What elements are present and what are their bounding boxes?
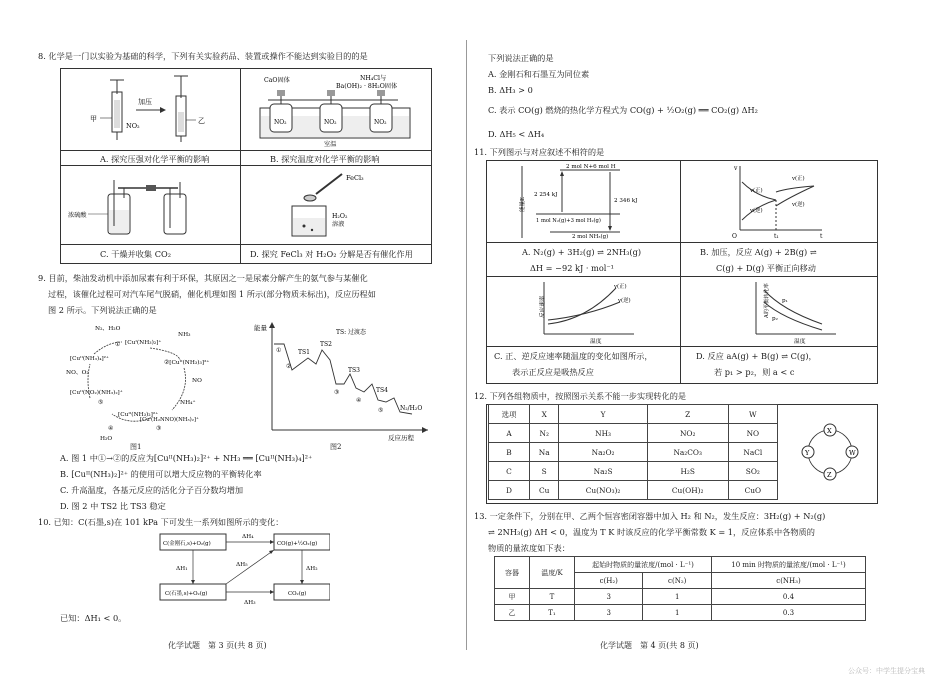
q8-stem: 8. 化学是一门以实验为基础的科学，下列有关实验药品、装置或操作不能达到实验目的的是 — [38, 51, 368, 61]
q10-option-a: A. 金刚石和石墨互为同位素 — [488, 69, 590, 79]
q12-cycle-z: Z — [827, 471, 832, 479]
q11d-p1: p₁ — [782, 298, 788, 304]
q9f1-n4: ④ — [108, 426, 114, 432]
q9f1-nh4: NH₄⁺ — [180, 400, 196, 406]
q10-h5: ΔH₅ — [236, 562, 248, 568]
q10-option-b: B. ΔH₃ > 0 — [488, 85, 533, 95]
q12-header-row — [489, 405, 778, 424]
q9f1-h2o: H₂O — [100, 436, 113, 442]
q8-option-b: B. 探究温度对化学平衡的影响 — [270, 154, 380, 164]
q9-option-c: C. 升高温度，各基元反应的活化分子百分数均增加 — [60, 485, 244, 495]
q9f2-p1: ① — [276, 347, 282, 354]
q11-option-c-1: C. 正、逆反应速率随温度的变化如图所示， — [494, 351, 653, 361]
q11-graph-a — [510, 162, 670, 240]
q10-br: CO₂(g) — [288, 591, 307, 597]
q9f1-s3: [Cuᴵ(H₂NNO)(NH₃)₂]⁺ — [140, 417, 199, 423]
q10-bl: C(石墨,s)+O₂(g) — [165, 591, 208, 597]
q11b-v: v — [734, 165, 738, 172]
table-row: 甲 T 3 1 0.4 — [495, 589, 866, 605]
q13-stem-1: 13. 一定条件下，分别在甲、乙两个恒容密闭容器中加入 H₂ 和 N₂，发生反应：3H₂(g) + N₂(g) — [474, 511, 826, 521]
q9-option-d: D. 图 2 中 TS2 比 TS3 稳定 — [60, 501, 166, 511]
q8b-nh4cl: NH₄Cl与 — [360, 75, 387, 82]
q11d-ylabel: A的平衡转化率 — [764, 283, 770, 318]
q8-option-a: A. 探究压强对化学平衡的影响 — [100, 154, 210, 164]
q8-figure-c — [68, 170, 236, 242]
q10-h3: ΔH₃ — [244, 600, 256, 606]
q13-stem-2: ⇌ 2NH₃(g) ΔH < 0，温度为 T K 时该反应的化学平衡常数 K = 1，反应体系中各物质的 — [488, 527, 815, 537]
q12-h4: W — [728, 405, 777, 424]
q8a-jia: 甲 — [90, 115, 97, 123]
q11c-vz: v(正) — [614, 284, 627, 290]
q9f2-ts2: TS2 — [320, 341, 332, 348]
q9-stem-3: 图 2 所示。下列说法正确的是 — [48, 305, 157, 315]
q9f2-p3: ③ — [334, 389, 340, 396]
q9f2-ts4: TS4 — [376, 387, 388, 394]
q13-h-temp: 温度/K — [530, 557, 575, 589]
q9f1-topleft: N₂、H₂O — [95, 326, 121, 332]
q8b-no2-a: NO₂ — [274, 119, 287, 126]
q12-h0: 选项 — [489, 405, 530, 424]
q9f2-ts1: TS1 — [298, 349, 310, 356]
q8-figure-b — [248, 72, 428, 150]
q11-option-b-1: B. 加压，反应 A(g) + 2B(g) ⇌ — [700, 247, 817, 257]
q10-option-d: D. ΔH₅ < ΔH₄ — [488, 129, 545, 139]
q10-tl: C(金刚石,s)+O₂(g) — [163, 541, 211, 547]
q11b-t: t — [820, 233, 823, 240]
q11-graph-c — [530, 280, 640, 344]
q8d-soln: 溶液 — [332, 221, 345, 228]
q8d-h2o2: H₂O₂ — [332, 213, 348, 220]
q11-graph-d — [742, 280, 842, 344]
q11b-o: O — [732, 233, 737, 240]
q9-figure-2-caption: 图2 — [330, 443, 342, 451]
q8b-cao: CaO固体 — [264, 77, 290, 84]
q8a-no2: NO₂ — [126, 122, 140, 130]
q8-option-d: D. 探究 FeCl₃ 对 H₂O₂ 分解是否有催化作用 — [250, 249, 413, 259]
q11d-p2: p₂ — [772, 316, 778, 322]
q8-figure-a — [70, 72, 235, 148]
q9f2-legend: TS: 过渡态 — [336, 329, 367, 336]
q11-option-a-2: ΔH = −92 kJ · mol⁻¹ — [530, 263, 614, 273]
q11b-vz1: v(正) — [750, 188, 763, 194]
q12-h1: X — [530, 405, 559, 424]
q11c-xlabel: 温度 — [590, 339, 602, 344]
q8a-yi: 乙 — [198, 117, 205, 125]
q12-cycle-x: X — [827, 427, 832, 435]
q11c-vn: v(逆) — [618, 298, 631, 304]
q9-figure-2 — [252, 318, 432, 442]
q13-table — [494, 556, 866, 621]
q13-stem-3: 物质的量浓度如下表： — [488, 543, 570, 553]
q9f1-s5b: [Cuᴵᴵ(NH₃)₄]²⁺ — [70, 356, 109, 362]
table-row: B Na Na₂O₂ Na₂CO₃ NaCl — [489, 443, 778, 462]
q11-option-c-2: 表示正反应是吸热反应 — [512, 367, 594, 377]
q10-option-c: C. 表示 CO(g) 燃烧的热化学方程式为 CO(g) + ½O₂(g) ══ CO₂(g) ΔH₂ — [488, 105, 758, 115]
q9f2-ylabel: 能量 — [254, 324, 267, 332]
q10-known: 已知：ΔH₁ < 0。 — [60, 613, 127, 623]
footer-left: 化学试题 第 3 页(共 8 页) — [168, 641, 267, 650]
q11a-top: 2 mol N+6 mol H — [566, 164, 616, 170]
q13-h-init: 起始时物质的量浓度/(mol · L⁻¹) — [575, 557, 712, 573]
q11-option-a-1: A. N₂(g) + 3H₂(g) ⇌ 2NH₃(g) — [522, 247, 642, 257]
q13-sub-nh3: c(NH₃) — [712, 573, 866, 589]
table-row: D Cu Cu(NO₃)₂ Cu(OH)₂ CuO — [489, 481, 778, 500]
q12-h2: Y — [559, 405, 647, 424]
q9f2-p5: ⑤ — [378, 407, 384, 414]
q9f2-p2: ② — [286, 363, 292, 370]
q8b-no2-b: NO₂ — [324, 119, 337, 126]
q8d-fecl3: FeCl₃ — [346, 174, 364, 182]
q9-option-b: B. [Cuᴵᴵ(NH₃)₂]²⁺ 的使用可以增大反应物的平衡转化率 — [60, 469, 262, 479]
q13-sub-h2: c(H₂) — [575, 573, 643, 589]
q9f1-s4: [Cuᴵᴵ(NH₃)₂]²⁺ — [118, 412, 159, 418]
q11b-vz2: v(正) — [792, 176, 805, 182]
q9f1-s2: ②[Cuᴵᴵ(NH₃)₃]²⁺ — [164, 360, 210, 366]
q11d-xlabel: 温度 — [794, 339, 806, 344]
table-row: A N₂ NH₃ NO₂ NO — [489, 424, 778, 443]
q12-h3: Z — [647, 405, 728, 424]
q12-stem: 12. 下列各组物质中，按照图示关系不能一步实现转化的是 — [474, 391, 687, 401]
q11a-bot: 2 mol NH₃(g) — [572, 234, 609, 240]
q9f1-nh3: NH₃ — [178, 332, 191, 338]
q9f2-xlabel: 反应历程 — [388, 434, 414, 442]
q9f1-n5: ⑤ — [98, 400, 104, 406]
q11-option-d-1: D. 反应 aA(g) + B(g) ⇌ C(g)， — [696, 351, 817, 361]
q11a-right: 2 346 kJ — [614, 198, 638, 204]
q8c-acid: 浓硫酸 — [68, 212, 87, 219]
q10-h1: ΔH₁ — [176, 566, 188, 572]
q8b-room: 室温 — [324, 141, 337, 148]
q9-stem-1: 9. 目前，柴油发动机中添加尿素有利于环保，其原因之一是尿素分解产生的氨气参与某催化 — [38, 273, 368, 283]
q11-option-d-2: 若 p₁ > p₂，则 a < c — [714, 367, 795, 377]
q9f1-s5: [Cuᴵᴵ(NO₂)(NH₃)₂]⁺ — [70, 390, 123, 396]
q9f2-p4: ④ — [356, 397, 362, 404]
q9-stem-2: 过程，该催化过程可对汽车尾气脱硝，催化机理如图 1 所示(部分物质未标出)，反应历程如 — [48, 289, 376, 299]
q11a-ylabel: 能量E — [520, 196, 526, 212]
q13-h-10min: 10 min 时物质的量浓度/(mol · L⁻¹) — [712, 557, 866, 573]
q10-h4: ΔH₄ — [242, 534, 254, 540]
q12-table — [488, 404, 778, 500]
q11a-mid: 1 mol N₂(g)+3 mol H₂(g) — [536, 218, 601, 224]
q8b-baoh: Ba(OH)₂ · 8H₂O固体 — [336, 83, 398, 90]
q9f1-no: NO — [192, 378, 202, 384]
q8-figure-d — [262, 168, 412, 242]
q8a-press: 加压 — [138, 98, 152, 106]
q11-option-b-2: C(g) + D(g) 平衡正向移动 — [716, 263, 816, 273]
q11a-left: 2 254 kJ — [534, 192, 558, 198]
q9-figure-1 — [60, 318, 230, 442]
q12-cycle-diagram — [800, 412, 860, 492]
q9f2-ts3: TS3 — [348, 367, 360, 374]
q10-stem: 10. 已知：C(石墨,s)在 101 kPa 下可发生一系列如图所示的变化： — [38, 517, 284, 527]
q9-figure-1-caption: 图1 — [130, 443, 142, 451]
q9f2-end: N₂/H₂O — [400, 405, 423, 412]
q9f1-n3: ③ — [156, 426, 162, 432]
q10-diagram — [150, 528, 330, 606]
q11-graph-b — [730, 162, 830, 240]
q11c-ylabel: 反应速率 — [540, 295, 546, 318]
q8-option-c: C. 干燥并收集 CO₂ — [100, 249, 171, 259]
q10-cont: 下列说法正确的是 — [488, 53, 554, 63]
q9-option-a: A. 图 1 中①→②的反应为[Cuᴵᴵ(NH₃)₂]²⁺ + NH₃ ══ [Cuᴵᴵ(NH₃)₄]²⁺ — [60, 453, 313, 463]
q10-tr: CO(g)+½O₂(g) — [277, 541, 318, 547]
table-row: 乙 T₁ 3 1 0.3 — [495, 605, 866, 621]
footer-right: 化学试题 第 4 页(共 8 页) — [600, 641, 699, 650]
q11b-vn2: v(逆) — [792, 202, 805, 208]
q12-cycle-y: Y — [805, 449, 810, 457]
q11-stem: 11. 下列图示与对应叙述不相符的是 — [474, 147, 605, 157]
table-row: C S Na₂S H₂S SO₂ — [489, 462, 778, 481]
q11b-vn1: v(逆) — [750, 208, 763, 214]
q9f1-s1: [Cuᴵ(NH₃)₂]⁺ — [125, 340, 162, 346]
q12-cycle-w: W — [849, 449, 856, 457]
q9f1-no-o2: NO、O₂ — [66, 370, 89, 376]
q13-sub-n2: c(N₂) — [643, 573, 712, 589]
q8b-no2-c: NO₂ — [374, 119, 387, 126]
q11b-t1: t₁ — [774, 233, 779, 240]
q13-h-container: 容器 — [495, 557, 530, 589]
q9f1-n1: ① — [115, 342, 121, 348]
watermark: 公众号：中学生提分宝典 — [848, 667, 925, 675]
q10-h2: ΔH₂ — [306, 566, 318, 572]
